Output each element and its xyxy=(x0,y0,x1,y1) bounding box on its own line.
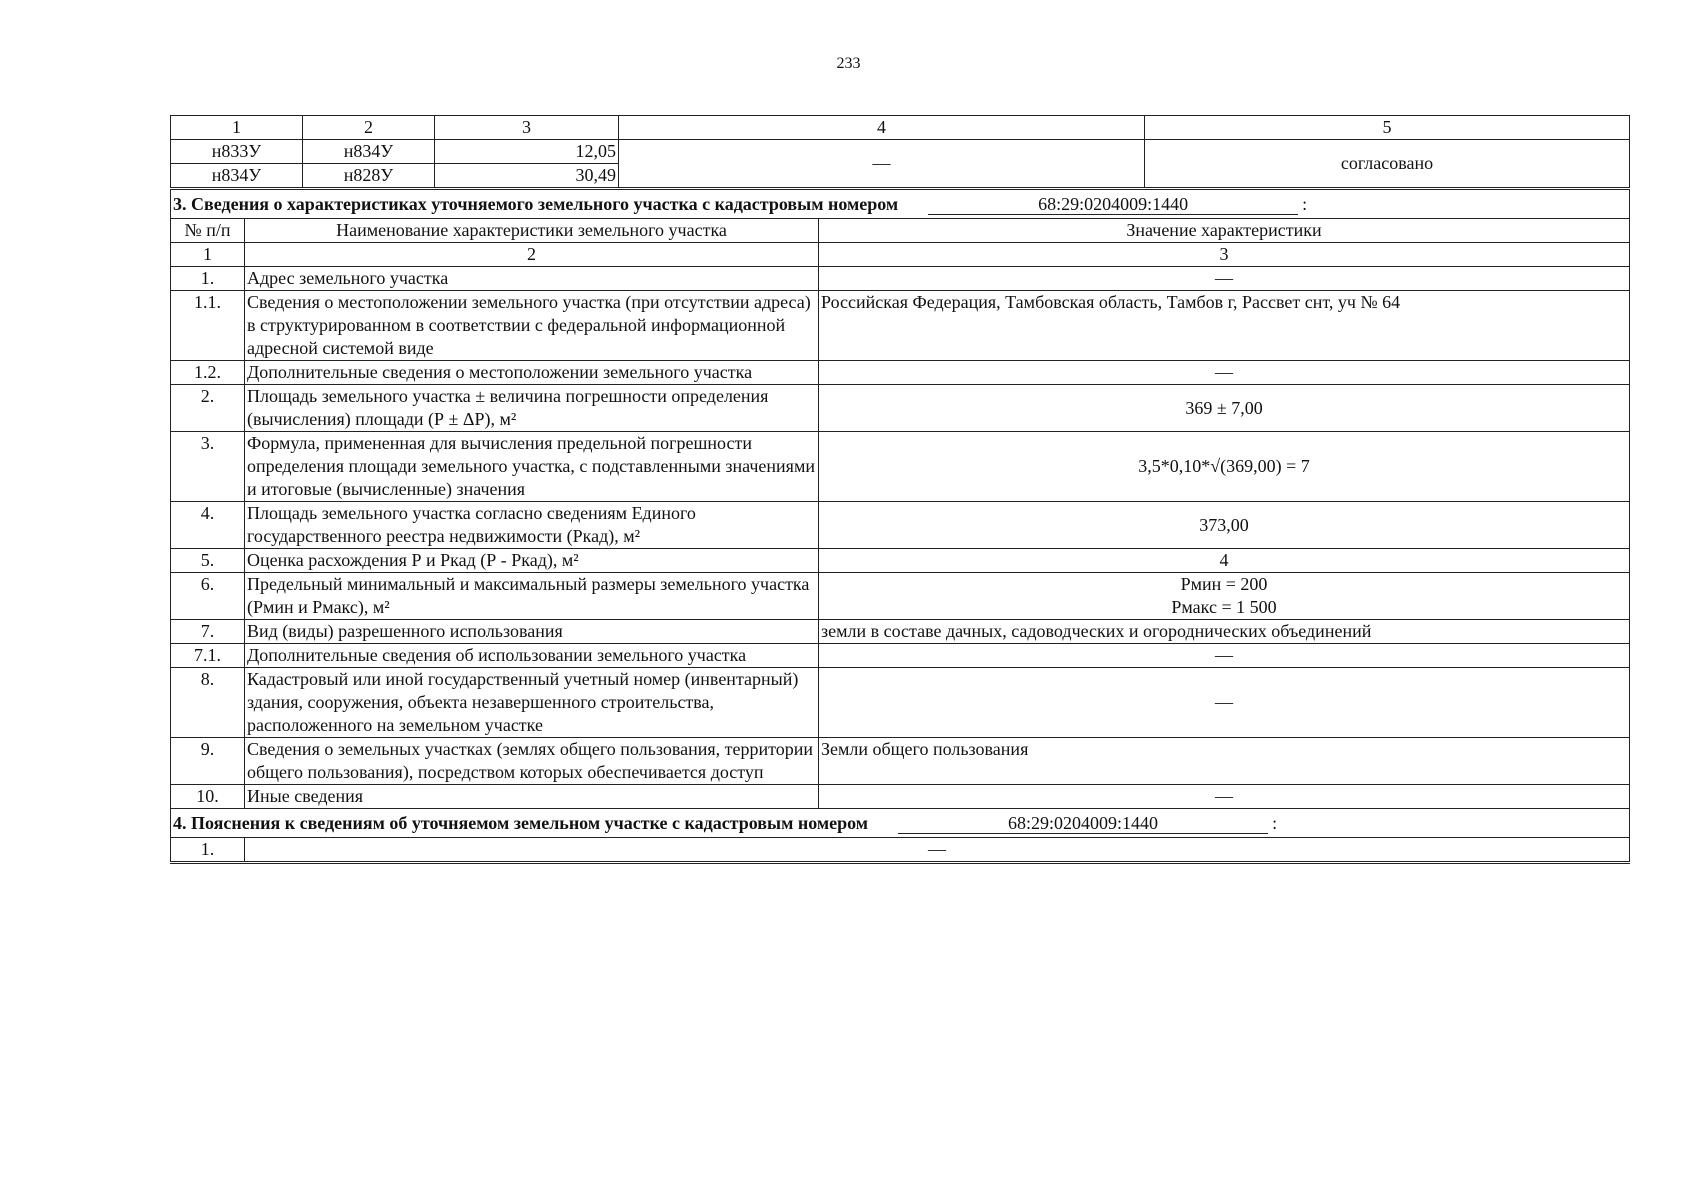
row-name: Сведения о местоположении земельного участка (при отсутствии адреса) в структурированном в соответствии с федеральной информационной адресной системой виде xyxy=(245,291,819,361)
row-value: Земли общего пользования xyxy=(819,738,1630,785)
row-value: Российская Федерация, Тамбовская область, Тамбов г, Рассвет снт, уч № 64 xyxy=(819,291,1630,361)
table-row xyxy=(171,668,1630,738)
row-name: Формула, примененная для вычисления предельной погрешности определения площади земельного участка, с подставленными значениями и итоговые (вычисленные) значения xyxy=(245,432,819,502)
header-cell: 5 xyxy=(1145,116,1630,140)
section3-title-row xyxy=(171,190,1630,219)
page-number: 233 xyxy=(836,55,861,72)
row-value: 3,5*0,10*√(369,00) = 7 xyxy=(819,432,1630,502)
table-row xyxy=(171,432,1630,502)
table-row xyxy=(171,140,1630,164)
table-row xyxy=(171,549,1630,573)
header-cell: 2 xyxy=(303,116,435,140)
row-value: — xyxy=(819,361,1630,385)
row-name: Иные сведения xyxy=(245,785,819,809)
table-row xyxy=(171,361,1630,385)
index-cell: 3 xyxy=(819,243,1630,267)
row-name: Предельный минимальный и максимальный размеры земельного участка (Рмин и Рмакс), м² xyxy=(245,573,819,620)
row-num: 4. xyxy=(171,502,245,549)
row-num: 7.1. xyxy=(171,644,245,668)
table-row xyxy=(171,644,1630,668)
section4-title-text: 4. Пояснения к сведениям об уточняемом земельном участке с кадастровым номером xyxy=(173,812,869,833)
characteristics-table xyxy=(170,189,1630,864)
table-row xyxy=(171,785,1630,809)
row-value: 373,00 xyxy=(819,502,1630,549)
row-name: Адрес земельного участка xyxy=(245,267,819,291)
row-value: — xyxy=(819,668,1630,738)
row-num: 1. xyxy=(171,838,245,863)
row-value: земли в составе дачных, садоводческих и огороднических объединений xyxy=(819,620,1630,644)
header-num: № п/п xyxy=(171,219,245,243)
row-value: 4 xyxy=(819,549,1630,573)
header-row xyxy=(171,219,1630,243)
boundary-agreement-table xyxy=(170,115,1630,188)
row-value: — xyxy=(819,644,1630,668)
row-num: 5. xyxy=(171,549,245,573)
row-num: 1. xyxy=(171,267,245,291)
section3-title xyxy=(171,190,1630,219)
point-from: н834У xyxy=(171,164,303,188)
header-name: Наименование характеристики земельного участка xyxy=(245,219,819,243)
table-row xyxy=(171,267,1630,291)
row-name: Оценка расхождения Р и Ркад (Р - Ркад), м² xyxy=(245,549,819,573)
header-row xyxy=(171,116,1630,140)
section3-colon: : xyxy=(1302,193,1308,214)
segment-length: 30,49 xyxy=(435,164,619,188)
table-row xyxy=(171,620,1630,644)
header-cell: 3 xyxy=(435,116,619,140)
row-num: 2. xyxy=(171,385,245,432)
index-cell: 1 xyxy=(171,243,245,267)
segment-length: 12,05 xyxy=(435,140,619,164)
row-name: Дополнительные сведения о местоположении земельного участка xyxy=(245,361,819,385)
table-row xyxy=(171,838,1630,863)
row-num: 8. xyxy=(171,668,245,738)
col4-value: — xyxy=(619,140,1145,188)
row-num: 7. xyxy=(171,620,245,644)
index-row xyxy=(171,243,1630,267)
section4-title-row xyxy=(171,809,1630,838)
index-cell: 2 xyxy=(245,243,819,267)
point-to: н828У xyxy=(303,164,435,188)
table-row xyxy=(171,291,1630,361)
row-num: 6. xyxy=(171,573,245,620)
row-value: — xyxy=(819,785,1630,809)
row-num: 3. xyxy=(171,432,245,502)
section4-title xyxy=(171,809,1630,838)
max-size: Рмакс = 1 500 xyxy=(1171,597,1277,617)
section3-cadastral-number: 68:29:0204009:1440 xyxy=(928,194,1298,215)
table-row xyxy=(171,502,1630,549)
point-to: н834У xyxy=(303,140,435,164)
row-num: 1.2. xyxy=(171,361,245,385)
table-row xyxy=(171,738,1630,785)
row-name: Площадь земельного участка согласно сведениям Единого государственного реестра недвижимости (Ркад), м² xyxy=(245,502,819,549)
agreement-status: согласовано xyxy=(1145,140,1630,188)
section3-title-text: 3. Сведения о характеристиках уточняемого земельного участка с кадастровым номером xyxy=(173,193,899,214)
row-num: 10. xyxy=(171,785,245,809)
row-value: — xyxy=(819,267,1630,291)
row-name: Дополнительные сведения об использовании земельного участка xyxy=(245,644,819,668)
row-value: — xyxy=(245,838,1630,863)
row-num: 9. xyxy=(171,738,245,785)
header-value: Значение характеристики xyxy=(819,219,1630,243)
header-cell: 4 xyxy=(619,116,1145,140)
min-size: Рмин = 200 xyxy=(1180,574,1268,594)
row-name: Площадь земельного участка ± величина погрешности определения (вычисления) площади (Р ± ΔР), м² xyxy=(245,385,819,432)
row-num: 1.1. xyxy=(171,291,245,361)
row-value: 369 ± 7,00 xyxy=(819,385,1630,432)
point-from: н833У xyxy=(171,140,303,164)
table-row xyxy=(171,385,1630,432)
row-name: Кадастровый или иной государственный учетный номер (инвентарный) здания, сооружения, объекта незавершенного строительства, расположенного на земельном участке xyxy=(245,668,819,738)
section4-cadastral-number: 68:29:0204009:1440 xyxy=(898,813,1268,834)
section4-colon: : xyxy=(1272,812,1278,833)
header-cell: 1 xyxy=(171,116,303,140)
row-name: Вид (виды) разрешенного использования xyxy=(245,620,819,644)
row-name: Сведения о земельных участках (землях общего пользования, территории общего пользования), посредством которых обеспечивается доступ xyxy=(245,738,819,785)
table-row xyxy=(171,573,1630,620)
row-value-minmax xyxy=(819,573,1630,620)
